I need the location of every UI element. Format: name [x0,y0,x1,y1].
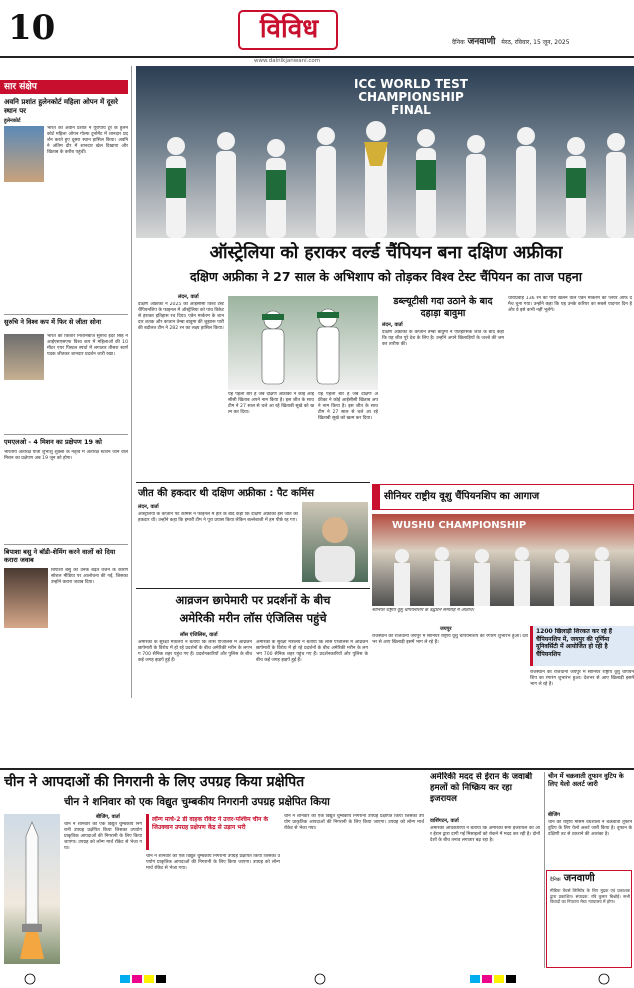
banner-line-2: CHAMPIONSHIP [358,90,464,104]
lead-dateline: लंदन, वार्ता [178,294,199,300]
print-marks [0,970,634,988]
brief2-title: सुरुचि ने विश्व कप में फिर से जीता सोना [4,318,102,326]
lead-subheadline: दक्षिण अफ्रीका ने 27 साल के अभिशाप को तोड़कर विश्व टेस्ट चैंपियन का ताज पहना [190,269,582,284]
paper-name [452,36,570,49]
sidebar-divider-1 [4,314,128,315]
brief1-photo [4,126,44,182]
imprint-title [550,872,595,887]
brief3-title: एमएलओ - 4 मिशन का प्रक्षेपण 19 को [4,438,102,446]
immigration-body-col2: अमेरिका के सुरक्षा मंत्रालय ने बताया कि लॉस एंजिलिस में आव्रजन छापेमारी के विरोध में हो रहे प्रदर्शनों के बीच अमेरिकी मरीन के लगभग 700 सैनिक शहर पहुंच गए हैं। प्रदर्शनकारियों और पुलिस के बीच कई जगह झड़पें हुई हैं। [256,640,368,663]
brief1-title: अवनि प्रशांत हुलेनकोर्ट महिला ओपन में दूसरे स्थान पर [4,98,118,115]
china-rule [0,768,634,770]
website[interactable]: www.dainikjanwani.com [254,58,321,64]
lead-right-body: धाराप्रवाह 136 रन की पारी खेलने वाले एडेन मार्करम को प्लेयर ऑफ द मैच चुना गया। उन्होंने कहा कि यह उनके करियर का सबसे यादगार दिन है और वे इसे कभी नहीं भूलेंगे। [508,296,632,313]
iran-dateline: वाशिंगटन, वार्ता [430,818,459,824]
brief3-body: भारतीय अंतरिक्ष यात्री शुभांशु शुक्ला के नेतृत्व में अंतरिक्ष स्टेशन जाने वाले मिशन का प्रक्षेपण अब 19 जून को होगा। [4,450,128,461]
immigration-body-col1: अमेरिका के सुरक्षा मंत्रालय ने बताया कि लॉस एंजिलिस में आव्रजन छापेमारी के विरोध में हो रहे प्रदर्शनों के बीच अमेरिकी मरीन के लगभग 700 सैनिक शहर पहुंच गए हैं। प्रदर्शनकारियों और पुलिस के बीच कई जगह झड़पें हुई हैं। [138,640,252,663]
lead-headline: ऑस्ट्रेलिया को हराकर वर्ल्ड चैंपियन बना दक्षिण अफ्रीका [209,243,563,263]
paper-prefix: दैनिक [452,39,465,46]
imprint-body: मीडिया वेंचर्स लिमिटेड के लिए मुद्रक एवं प्रकाशक द्वारा प्रकाशित। संपादक: रवि कुमार बिश्नोई। सभी विवादों का निपटारा मेरठ न्यायालय में होगा। [550,888,630,904]
immigration-dateline: लॉस एंजिलिस, वार्ता [180,632,218,638]
wushu-body-2: राजस्थान की राजधानी जयपुर में सीनियर राष्ट्रीय वूशु चैंपियनशिप का रंगारंग शुभारंभ हुआ। देशभर से आए खिलाड़ी इसमें भाग ले रहे हैं। [530,670,634,687]
wushu-dateline: जयपुर [440,626,452,632]
brief2-photo [4,334,44,380]
immigration-headline-2: अमेरिकी मरीन लॉस एंजिलिस पहुंचे [179,611,327,625]
bavuma-headline: डब्ल्यूटीसी गदा उठाने के बाद दहाड़ा बावुमा [393,296,493,319]
brief1-dateline: हुलेनकोर्ट [4,118,21,124]
bavuma-body: दक्षिण अफ्रीका के कप्तान तेम्बा बावुमा ने ऐतिहासिक जीत के बाद कहा कि यह जीत पूरे देश के लिए है। उन्होंने अपने खिलाड़ियों के जज्बे की जमकर तारीफ की। [382,330,504,347]
brief4-title: बिपाशा बसु ने बॉडी-शेमिंग करने वालों को दिया करारा जवाब [4,548,116,564]
brief4-body: बिपाशा बसु की उनके बढ़ते वजन के कारण सोशल मीडिया पर आलोचना की गई, जिसका उन्होंने करारा जवाब दिया। [51,568,128,585]
china-body-col1: चीन ने शनिवार को एक विद्युत चुम्बकीय निगरानी उपग्रह प्रक्षेपित किया जिसका उपयोग प्राकृतिक आपदाओं की निगरानी के लिए किया जाएगा। उपग्रह को लॉन्ग मार्च रॉकेट से भेजा गया। [64,822,142,851]
team-silhouettes [136,103,634,238]
china-body-col3: चीन ने शनिवार को एक विद्युत चुम्बकीय निगरानी उपग्रह प्रक्षेपित किया जिसका उपयोग प्राकृतिक आपदाओं की निगरानी के लिए किया जाएगा। उपग्रह को लॉन्ग मार्च रॉकेट से भेजा गया। [284,814,424,831]
cyclone-dateline: बीजिंग [548,812,560,818]
wushu-banner: WUSHU CHAMPIONSHIP [392,520,527,531]
cummins-dateline: लंदन, वार्ता [138,504,159,510]
lead-photo [136,66,634,238]
wushu-guests [372,538,634,606]
cummins-body: ऑस्ट्रेलिया के कप्तान पैट कमिंस ने फाइनल में हार के बाद कहा कि दक्षिण अफ्रीका इस जीत की हकदार थी। उन्होंने कहा कि हमारी टीम ने पूरा प्रयास किया लेकिन बल्लेबाजी में हम पीछे रह गए। [138,512,298,523]
china-headline-1: चीन ने आपदाओं की निगरानी के लिए उपग्रह किया प्रक्षेपित [4,774,305,790]
lead-body-col1: दक्षिण अफ्रीका ने 2025 की आईसीसी विश्व टेस्ट चैंपियनशिप के फाइनल में ऑस्ट्रेलिया को पांच विकेट से हराकर इतिहास रच दिया। एडेन मार्करम के शानदार शतक और कप्तान तेम्बा बावुमा की जुझारू पारी की बदौलत टीम ने 282 रन का लक्ष्य हासिल किया। [138,302,224,331]
sidebar [0,66,132,698]
lead-body-col2: यह पहली बार है जब दक्षिण अफ्रीका ने कोई आईसीसी खिताब अपने नाम किया है। इस जीत के साथ टीम ने 27 साल से चले आ रहे खिताबी सूखे को खत्म कर दिया। [228,392,314,415]
page-number: 10 [8,8,56,48]
sidebar-header: सार संक्षेप [0,80,128,94]
wushu-caption: सीनियर राष्ट्रीय वूशु चैंपियनशिप के उद्घाटन समारोह में अतिथि। [372,608,475,613]
edition-line: मेरठ, रविवार, 15 जून, 2025 [501,39,570,46]
immigration-rule [136,588,370,589]
rocket-illustration [4,814,60,964]
china-dateline: बीजिंग, वार्ता [96,814,120,820]
wushu-box-headline: 1200 खिलाड़ी शिरकत कर रहे हैं चैंपियनशिप में, जयपुर की पूर्णिमा यूनिवर्सिटी में आयोजित हो रही है चैंपियनशिप [536,628,612,658]
sidebar-divider-2 [4,434,128,435]
masthead [0,0,634,64]
china-body-col2: चीन ने शनिवार को एक विद्युत चुम्बकीय निगरानी उपग्रह प्रक्षेपित किया जिसका उपयोग प्राकृतिक आपदाओं की निगरानी के लिए किया जाएगा। उपग्रह को लॉन्ग मार्च रॉकेट से भेजा गया। [146,854,280,871]
banner-line-1: ICC WORLD TEST [354,77,468,91]
imprint-name: जनवाणी [563,873,595,884]
brief4-photo [4,568,48,628]
batters-illustration [228,296,378,390]
cummins-photo [302,502,368,582]
lead-body-col3: यह पहली बार है जब दक्षिण अफ्रीका ने कोई आईसीसी खिताब अपने नाम किया है। इस जीत के साथ टीम ने 27 साल से चले आ रहे खिताबी सूखे को खत्म कर दिया। [318,392,378,421]
banner-line-3: FINAL [391,103,431,117]
sidebar-divider-3 [4,544,128,545]
cummins-rule [136,482,370,483]
brief1-body: भारत की अवनि प्रशांत ने यूरोपीय टूर के हुलेनकोर्ट महिला ओपन गोल्फ टूर्नामेंट में शानदार प्रदर्शन करते हुए दूसरा स्थान हासिल किया। अवनि ने अंतिम दौर में शानदार खेल दिखाया और खिताब के करीब पहुंचीं। [47,126,128,155]
lead-photo-2 [228,296,378,390]
rocket-photo [4,814,60,964]
cummins-portrait [302,502,368,582]
paper-title: जनवाणी [467,37,496,47]
wushu-body: राजस्थान की राजधानी जयपुर में सीनियर राष्ट्रीय वूशु चैंपियनशिप का रंगारंग शुभारंभ हुआ। देशभर से आए खिलाड़ी इसमें भाग ले रहे हैं। [372,634,528,645]
cyclone-headline: चीन में चक्रवाती तूफान वुटिप के लिए येलो अलर्ट जारी [548,772,624,788]
imprint-prefix: दैनिक [550,877,561,883]
wushu-headline: सीनियर राष्ट्रीय वूशु चैंपियनशिप का आगाज [384,491,540,502]
registration-marks [0,970,634,988]
iran-headline: अमेरिकी मदद से ईरान के जवाबी हमलों को निष्क्रिय कर रहा इजरायल [430,772,533,804]
cummins-headline: जीत की हकदार थी दक्षिण अफ्रीका : पैट कमिंस [138,488,315,499]
section-title: विविध [259,14,319,44]
immigration-headline-1: आव्रजन छापेमारी पर प्रदर्शनों के बीच [175,593,331,607]
bavuma-dateline: लंदन, वार्ता [382,322,403,328]
china-headline-2: चीन ने शनिवार को एक विद्युत चुम्बकीय निगरानी उपग्रह प्रक्षेपित किया [64,796,330,808]
wushu-photo [372,514,634,606]
cyclone-body: चीन की राष्ट्रीय मौसम वेधशाला ने चक्रवाती तूफान वुटिप के लिए येलो अलर्ट जारी किया है। तूफान के दक्षिणी तट से टकराने की आशंका है। [548,820,632,837]
china-inset-title: लॉन्ग मार्च-2 डी वाहक रॉकेट ने उत्तर-पश्चिम चीन के जिउक्वान उपग्रह प्रक्षेपण केंद्र से उड़ान भरी [152,816,269,831]
brief2-body: भारत की किशोर निशानेबाज सुरुचि इंदर सिंह ने आईएसएसएफ विश्व कप में महिलाओं की 10 मीटर एयर पिस्टल स्पर्धा में लगातार तीसरा स्वर्ण पदक जीतकर शानदार प्रदर्शन जारी रखा। [47,334,128,357]
iran-body: अमेरिकी अधिकारियों ने बताया कि अमेरिकी सेना इजरायल की ओर ईरान द्वारा दागी गई मिसाइलों को रोकने में मदद कर रही है। दोनों देशों के बीच तनाव लगातार बढ़ रहा है। [430,826,540,843]
